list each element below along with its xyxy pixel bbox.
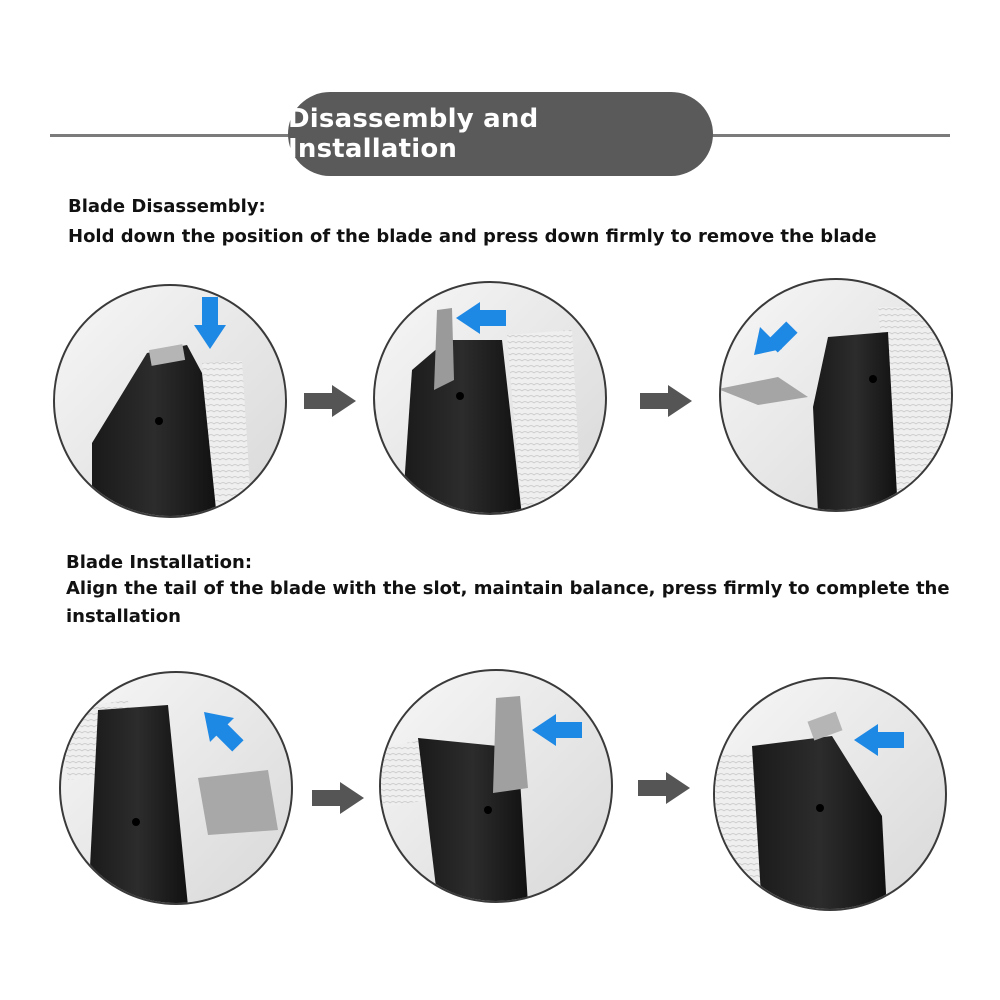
installation-step-3-photo bbox=[712, 676, 948, 912]
step-arrow-icon bbox=[638, 772, 690, 804]
installation-step-2-photo bbox=[378, 668, 614, 904]
installation-heading: Blade Installation: bbox=[66, 552, 253, 573]
section-title: Disassembly and Installation bbox=[288, 92, 713, 176]
disassembly-heading: Blade Disassembly: bbox=[68, 196, 266, 217]
installation-instruction-line-1: Align the tail of the blade with the slot, maintain balance, press firmly to complete the bbox=[66, 578, 950, 599]
installation-step-1-photo bbox=[58, 670, 294, 906]
disassembly-step-2-photo bbox=[372, 280, 608, 516]
disassembly-step-3-photo bbox=[718, 277, 954, 513]
step-arrow-icon bbox=[640, 385, 692, 417]
header-divider-left bbox=[50, 134, 290, 137]
step-arrow-icon bbox=[304, 385, 356, 417]
disassembly-step-1-photo bbox=[52, 283, 288, 519]
step-arrow-icon bbox=[312, 782, 364, 814]
disassembly-instruction: Hold down the position of the blade and press down firmly to remove the blade bbox=[68, 226, 877, 247]
header-divider-right bbox=[712, 134, 950, 137]
installation-instruction-line-2: installation bbox=[66, 606, 181, 627]
